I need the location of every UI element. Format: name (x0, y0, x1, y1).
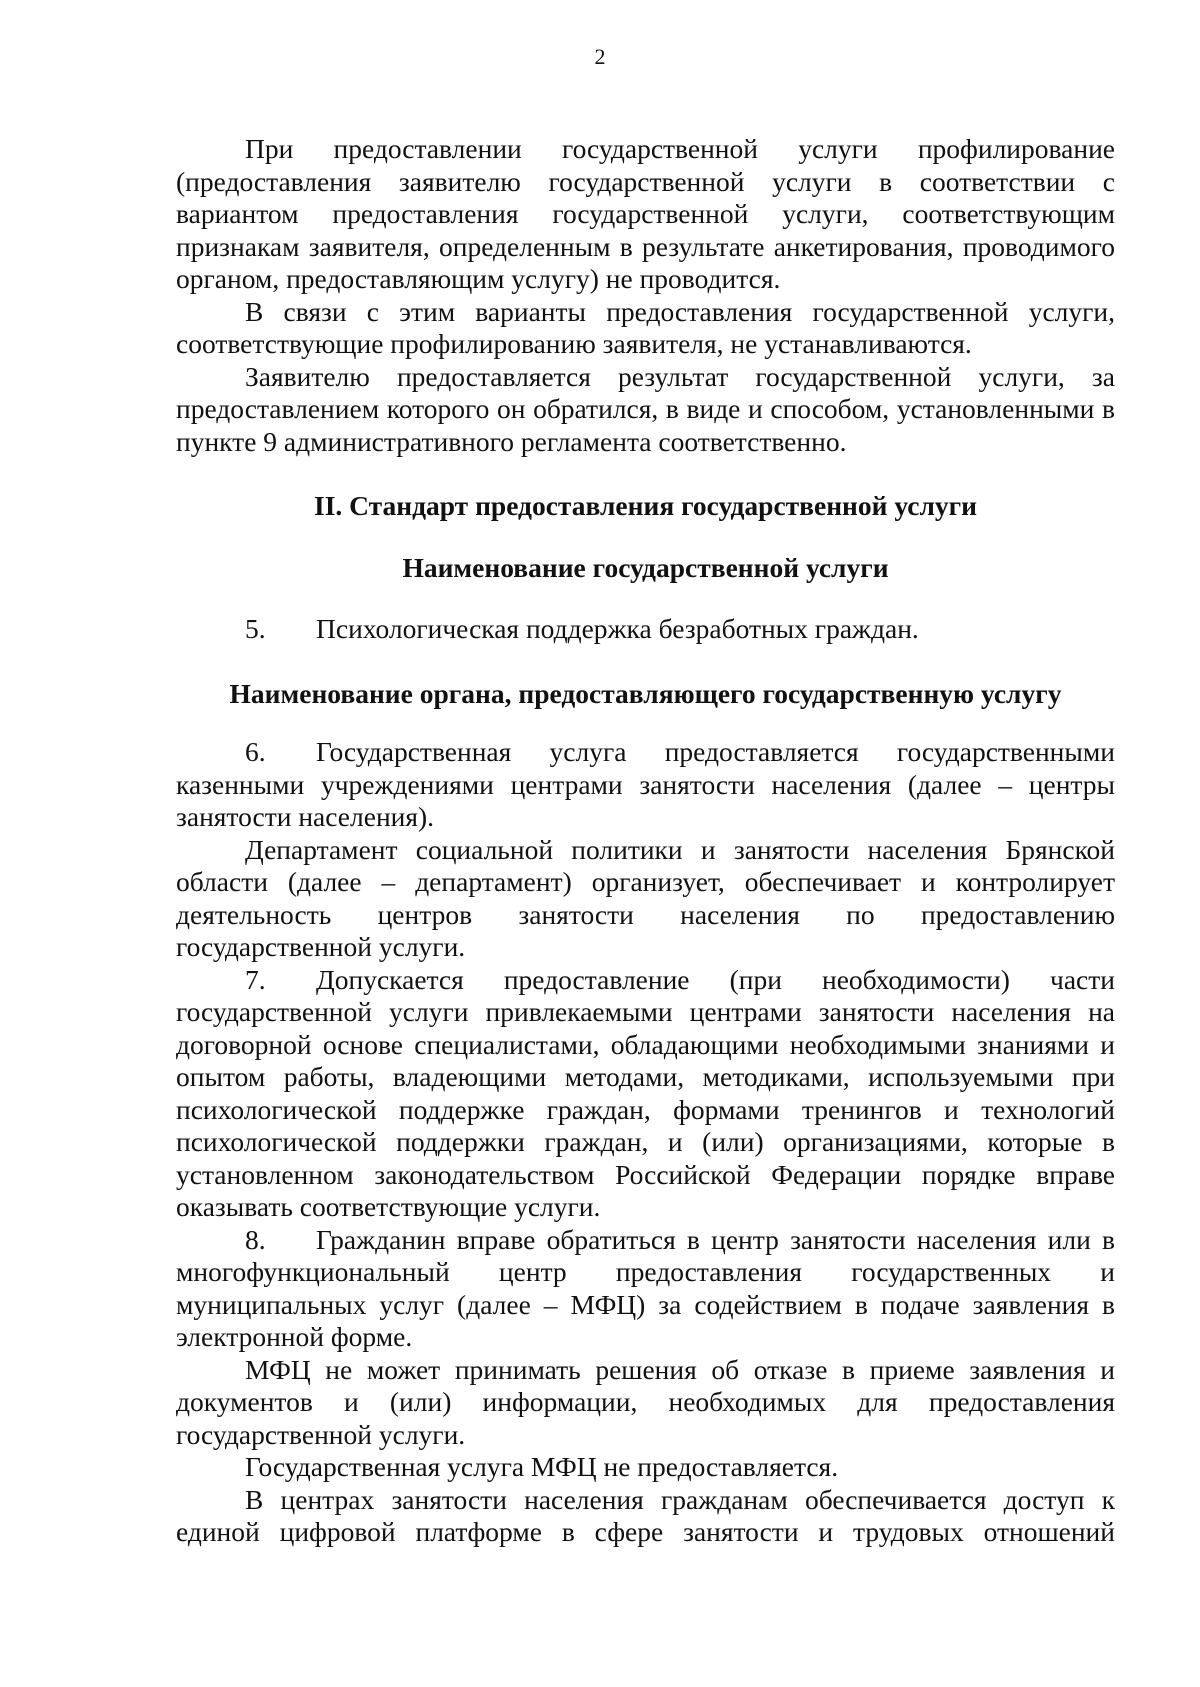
paragraph-mfc-not-provided: Государственная услуга МФЦ не предоставляется. (245, 1451, 839, 1482)
item-5-number: 5. (245, 613, 266, 644)
paragraph-mfc-decisions: МФЦ не может принимать решения об отказе в приеме заявления и документов и (или) информации, необходимых для предоставления государственной услуги. (176, 1353, 1115, 1450)
item-7-number: 7. (245, 963, 266, 995)
subheading-service-name: Наименование государственной услуги (402, 551, 889, 583)
section-heading-standard: II. Стандарт предоставления государственной услуги (314, 490, 977, 521)
paragraph-variants: В связи с этим варианты предоставления государственной услуги, соответствующие профилированию заявителя, не устанавливаются. (176, 295, 1115, 359)
paragraph-result: Заявителю предоставляется результат государственной услуги, за предоставлением которого он обратился, в виде и способом, установленными в пункте 9 административного регламента соответственно. (176, 360, 1115, 457)
page-number: 2 (594, 44, 606, 69)
item-8-number: 8. (245, 1223, 266, 1255)
paragraph-profiling: При предоставлении государственной услуги профилирование (предоставления заявителю государственной услуги в соответствии с вариантом предоставления государственной услуги, соответствующим признакам заявителя, определенным в результате анкетирования, проводимого органом, предоставляющим услугу) не проводится. (176, 133, 1115, 294)
item-8 (176, 1224, 1115, 1354)
item-6-text: Государственная услуга предоставляется государственными казенными учреждениями центрами занятости населения (далее – центры занятости населения). (176, 736, 1115, 832)
item-6-number: 6. (245, 736, 266, 767)
item-5-text: Психологическая поддержка безработных граждан. (316, 613, 919, 644)
paragraph-digital-platform: В центрах занятости населения гражданам обеспечивается доступ к единой цифровой платформе в сфере занятости и трудовых отношений (176, 1483, 1115, 1547)
document-body (176, 133, 1115, 1549)
item-5 (176, 613, 1115, 646)
item-8-text: Гражданин вправе обратиться в центр занятости населения или в многофункциональный центр предоставления государственных и муниципальных услуг (далее – МФЦ) за содействием в подаче заявления в электронной форме. (176, 1223, 1115, 1352)
paragraph-department: Департамент социальной политики и занятости населения Брянской области (далее – департамент) организует, обеспечивает и контролирует деятельность центров занятости населения по предоставлению государственной услуги. (176, 833, 1115, 962)
subheading-organ-name: Наименование органа, предоставляющего государственную услугу (229, 677, 1062, 709)
item-7-text: Допускается предоставление (при необходимости) части государственной услуги привлекаемыми центрами занятости населения на договорной основе специалистами, обладающими необходимыми знаниями и опытом работы, владеющими методами, методиками, используемыми при психологической поддержке граждан, формами тренингов и технологий психологической поддержки граждан, и (или) организациями, которые в установленном законодательством Российской Федерации порядке вправе оказывать соответствующие услуги. (176, 963, 1115, 1222)
item-7 (176, 964, 1115, 1224)
item-6 (176, 736, 1115, 834)
